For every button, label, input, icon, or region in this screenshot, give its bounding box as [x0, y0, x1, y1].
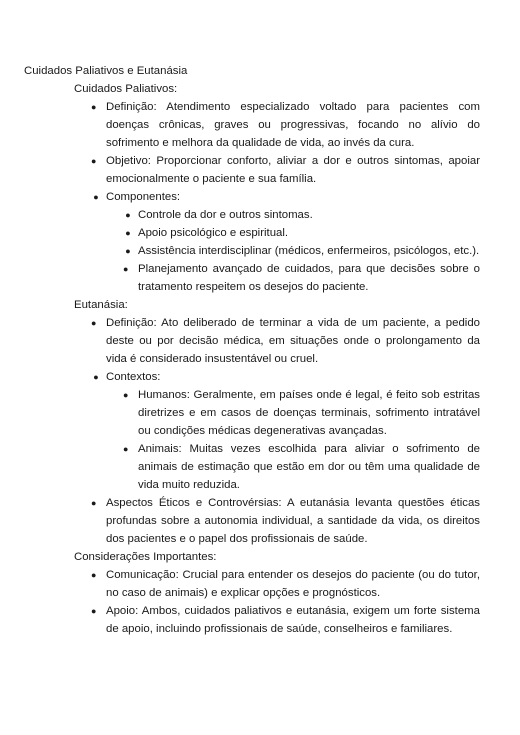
bullet-icon: ● [93, 372, 99, 382]
bullet-icon: ● [91, 318, 97, 328]
bullet-icon: ● [91, 606, 97, 616]
list-item-text: Comunicação: Crucial para entender os desejos do paciente (ou do tutor, no caso de animais) e explicar opções e prognósticos. [106, 569, 480, 599]
section-heading-eutanasia: Eutanásia: [74, 299, 128, 311]
bullet-icon: ● [91, 102, 97, 112]
list-item [91, 98, 480, 152]
document-title: Cuidados Paliativos e Eutanásia [24, 65, 188, 77]
section-list-cuidados-paliativos [24, 98, 496, 206]
sublist-item [125, 224, 480, 242]
section-heading-cuidados-paliativos: Cuidados Paliativos: [74, 83, 178, 95]
bullet-icon: ● [123, 264, 129, 274]
list-item [91, 602, 480, 638]
bullet-icon: ● [91, 498, 97, 508]
list-item [93, 188, 480, 206]
bullet-icon: ● [123, 390, 129, 400]
sublist-item-text: Assistência interdisciplinar (médicos, enfermeiros, psicólogos, etc.). [138, 245, 480, 257]
sublist-item-text: Apoio psicológico e espiritual. [138, 227, 289, 239]
list-item [91, 566, 480, 602]
list-item-text: Apoio: Ambos, cuidados paliativos e eutanásia, exigem um forte sistema de apoio, incluindo profissionais de saúde, conselheiros e familiares. [106, 605, 480, 635]
sublist-contextos [24, 386, 496, 494]
sublist-item-text: Humanos: Geralmente, em países onde é legal, é feito sob estritas diretrizes e em casos de doenças terminais, sofrimento intratável ou condições médicas degenerativas avançadas. [138, 389, 480, 437]
bullet-icon: ● [91, 156, 97, 166]
list-item-text: Contextos: [106, 371, 161, 383]
section-list-consideracoes [24, 566, 496, 638]
list-item-text: Objetivo: Proporcionar conforto, aliviar a dor e outros sintomas, apoiar emocionalmente o paciente e sua família. [106, 155, 480, 185]
section-heading-consideracoes: Considerações Importantes: [74, 551, 217, 563]
sublist-item [123, 260, 480, 296]
section-list-eutanasia-cont [24, 494, 496, 548]
bullet-icon: ● [125, 228, 131, 238]
list-item [91, 314, 480, 368]
bullet-icon: ● [93, 192, 99, 202]
sublist-item [123, 386, 480, 440]
sublist-componentes [24, 206, 496, 296]
bullet-icon: ● [125, 210, 131, 220]
list-item-text: Aspectos Éticos e Controvérsias: A eutanásia levanta questões éticas profundas sobre a autonomia individual, a santidade da vida, os direitos dos pacientes e o papel dos profissionais de saúde. [106, 497, 480, 545]
sublist-item-text: Controle da dor e outros sintomas. [138, 209, 313, 221]
list-item [91, 494, 480, 548]
list-item-text: Componentes: [106, 191, 181, 203]
bullet-icon: ● [91, 570, 97, 580]
section-list-eutanasia [24, 314, 496, 386]
list-item [93, 368, 480, 386]
list-item-text: Definição: Atendimento especializado voltado para pacientes com doenças crônicas, graves ou progressivas, focando no alívio do sofrimento e melhora da qualidade de vida, ao invés da cura. [106, 101, 480, 149]
sublist-item [125, 242, 480, 260]
list-item [91, 152, 480, 188]
list-item-text: Definição: Ato deliberado de terminar a vida de um paciente, a pedido deste ou por decisão médica, em situações onde o prolongamento da vida é considerado insustentável ou cruel. [106, 317, 480, 365]
sublist-item-text: Planejamento avançado de cuidados, para que decisões sobre o tratamento respeitem os desejos do paciente. [138, 263, 480, 293]
sublist-item [125, 206, 480, 224]
bullet-icon: ● [123, 444, 129, 454]
sublist-item-text: Animais: Muitas vezes escolhida para aliviar o sofrimento de animais de estimação que estão em dor ou têm uma qualidade de vida muito reduzida. [138, 443, 480, 491]
bullet-icon: ● [125, 246, 131, 256]
sublist-item [123, 440, 480, 494]
